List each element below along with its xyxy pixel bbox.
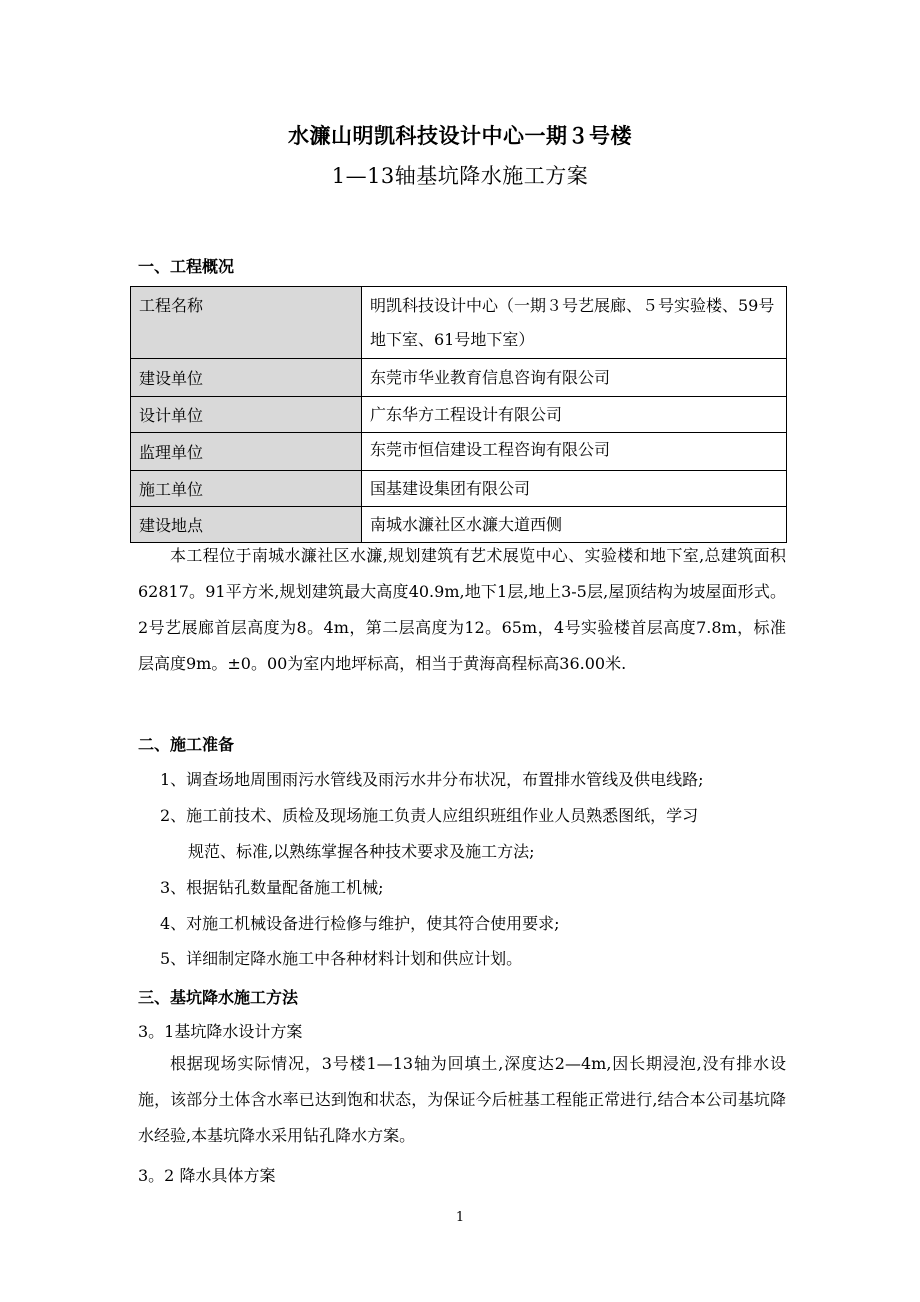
list-item-continuation: 规范、标准,以熟练掌握各种技术要求及施工方法; xyxy=(188,842,535,861)
document-subtitle: 1—13轴基坑降水施工方案 xyxy=(331,164,589,188)
methods-paragraph: 根据现场实际情况，3号楼1—13轴为回填土,深度达2—4m,因长期浸泡,没有排水设施，该部分土体含水率已达到饱和状态，为保证今后桩基工程能正常进行,结合本公司基坑降水经验,本基坑降水采用钻孔降水方案。 xyxy=(138,1054,786,1145)
list-item: 4、对施工机械设备进行检修与维护，使其符合使用要求; xyxy=(160,914,560,933)
table-label: 设计单位 xyxy=(131,397,362,433)
list-item: 1、调查场地周围雨污水管线及雨污水井分布状况，布置排水管线及供电线路; xyxy=(160,770,704,789)
list-item: 5、详细制定降水施工中各种材料计划和供应计划。 xyxy=(160,949,523,968)
table-value: 国基建设集团有限公司 xyxy=(362,471,787,507)
subsection-heading: 3。2 降水具体方案 xyxy=(138,1166,276,1185)
list-item: 3、根据钻孔数量配备施工机械; xyxy=(160,878,384,897)
table-label: 监理单位 xyxy=(131,433,362,471)
page-number: 1 xyxy=(455,1210,465,1225)
table-row xyxy=(131,359,787,397)
section-heading-preparation: 二、施工准备 xyxy=(138,735,235,754)
table-label: 施工单位 xyxy=(131,471,362,507)
section-heading-methods: 三、基坑降水施工方法 xyxy=(138,988,299,1007)
subsection-heading: 3。1基坑降水设计方案 xyxy=(138,1022,303,1041)
table-row xyxy=(131,433,787,471)
table-label: 建设地点 xyxy=(131,507,362,543)
table-row xyxy=(131,287,787,359)
table-label: 工程名称 xyxy=(131,287,362,359)
list-item: 2、施工前技术、质检及现场施工负责人应组织班组作业人员熟悉图纸，学习 xyxy=(160,806,699,825)
overview-paragraph: 本工程位于南城水濂社区水濂,规划建筑有艺术展览中心、实验楼和地下室,总建筑面积62817。91平方米,规划建筑最大高度40.9m,地下1层,地上3-5层,屋顶结构为坡屋面形式。2号艺展廊首层高度为8。4m，第二层高度为12。65m，4号实验楼首层高度7.8m，标准层高度9m。±0。00为室内地坪标高，相当于黄海高程标高36.00米. xyxy=(138,546,786,673)
section-heading-overview: 一、工程概况 xyxy=(138,257,235,276)
project-info-table xyxy=(130,286,787,543)
table-value: 广东华方工程设计有限公司 xyxy=(362,397,787,433)
table-label: 建设单位 xyxy=(131,359,362,397)
document-title: 水濂山明凯科技设计中心一期３号楼 xyxy=(288,123,632,148)
table-value: 东莞市华业教育信息咨询有限公司 xyxy=(362,359,787,397)
table-row xyxy=(131,397,787,433)
table-row xyxy=(131,471,787,507)
table-value: 东莞市恒信建设工程咨询有限公司 xyxy=(362,433,787,471)
table-value: 明凯科技设计中心（一期３号艺展廊、５号实验楼、59号地下室、61号地下室） xyxy=(362,287,787,359)
table-value: 南城水濂社区水濂大道西侧 xyxy=(362,507,787,543)
